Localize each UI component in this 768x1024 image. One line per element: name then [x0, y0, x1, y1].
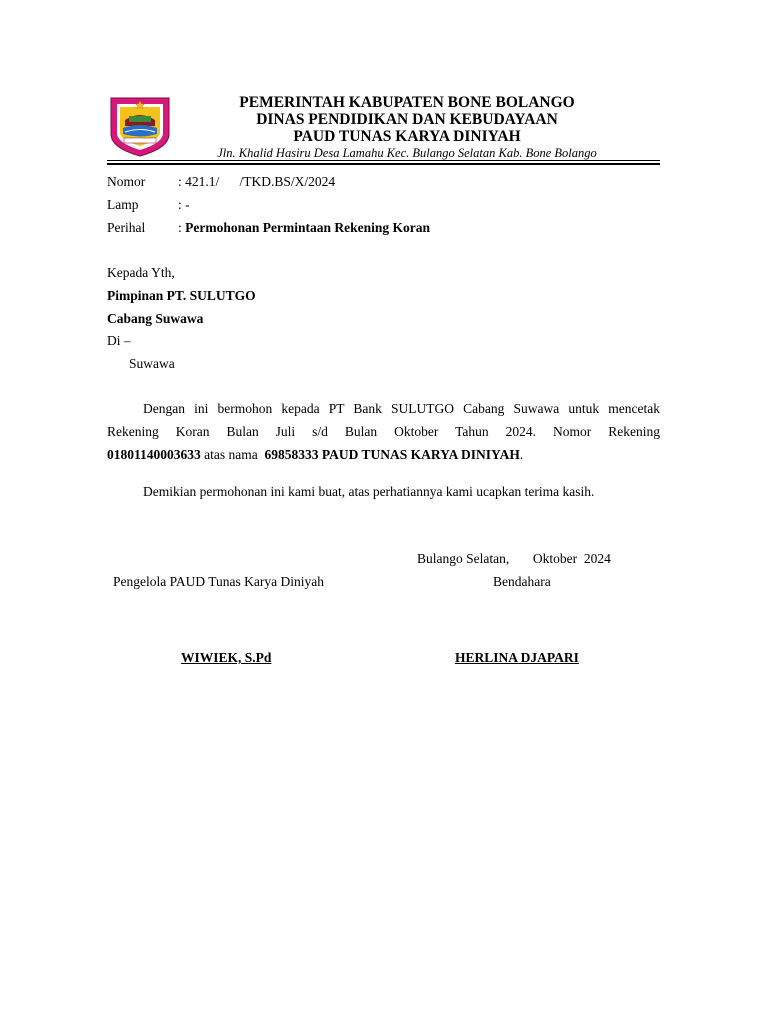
body-line-2: Rekening Koran Bulan Juli s/d Bulan Oktober Tahun 2024. Nomor Rekening	[107, 424, 660, 439]
perihal-line	[178, 220, 430, 236]
closing-paragraph: Demikian permohonan ini kami buat, atas perhatiannya kami ucapkan terima kasih.	[143, 484, 595, 499]
header-address: Jln. Khalid Hasiru Desa Lamahu Kec. Bulango Selatan Kab. Bone Bolango	[217, 146, 597, 160]
nomor-label: Nomor	[107, 174, 146, 189]
header-school: PAUD TUNAS KARYA DINIYAH	[293, 128, 521, 145]
body-line-3	[107, 443, 660, 466]
account-mid: atas nama	[200, 447, 265, 462]
greeting: Kepada Yth,	[107, 265, 175, 280]
account-end: .	[519, 447, 524, 462]
lamp-value: : -	[178, 197, 190, 212]
place-date: Bulango Selatan, Oktober 2024	[417, 551, 611, 566]
recipient-name: Pimpinan PT. SULUTGO	[107, 288, 256, 303]
right-signer-name: HERLINA DJAPARI	[455, 650, 579, 665]
lamp-label: Lamp	[107, 197, 139, 212]
recipient-branch: Cabang Suwawa	[107, 311, 204, 326]
header-government: PEMERINTAH KABUPATEN BONE BOLANGO	[239, 94, 575, 111]
perihal-value: Permohonan Permintaan Rekening Koran	[185, 220, 431, 235]
account-name: 69858333 PAUD TUNAS KARYA DINIYAH	[264, 447, 520, 462]
header-divider-thick	[107, 163, 660, 165]
body-line-1: Dengan ini bermohon kepada PT Bank SULUTGO Cabang Suwawa untuk mencetak	[143, 401, 660, 416]
left-signer-name: WIWIEK, S.Pd	[181, 650, 272, 665]
header-department: DINAS PENDIDIKAN DAN KEBUDAYAAN	[256, 111, 558, 128]
perihal-label: Perihal	[107, 220, 146, 235]
nomor-value: : 421.1/ /TKD.BS/X/2024	[178, 174, 336, 189]
left-signer-role: Pengelola PAUD Tunas Karya Diniyah	[113, 574, 324, 589]
right-signer-role: Bendahara	[493, 574, 551, 589]
header-divider-thin	[107, 160, 660, 161]
recipient-city: Suwawa	[129, 356, 175, 371]
account-number: 01801140003633	[107, 447, 201, 462]
body-paragraph	[107, 397, 660, 466]
recipient-di: Di –	[107, 333, 131, 348]
perihal-colon: :	[178, 220, 186, 235]
